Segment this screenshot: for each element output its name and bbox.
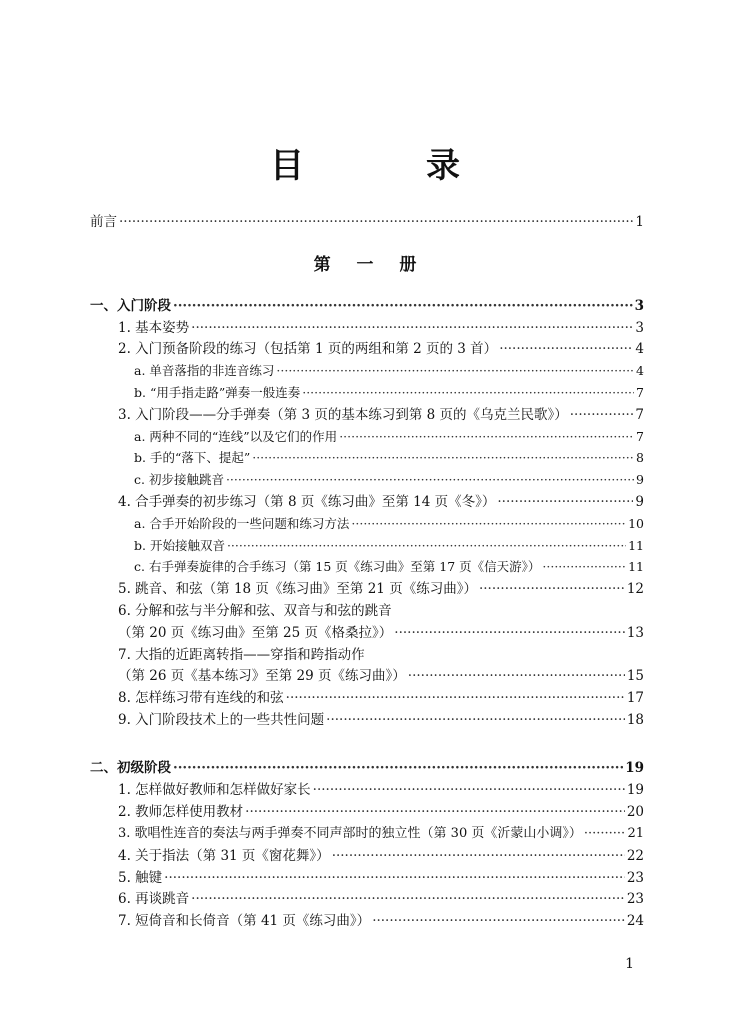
toc-entry-page: 4 <box>636 363 644 378</box>
toc-entry-page: 8 <box>636 450 644 465</box>
toc-entry[interactable] <box>118 318 644 338</box>
toc-entry[interactable] <box>118 824 644 844</box>
toc-entry-text: 一、入门阶段 <box>90 298 171 314</box>
toc-entry-page: 1 <box>635 214 644 230</box>
toc-entry-page: 4 <box>635 341 644 357</box>
leader-dots <box>191 318 633 338</box>
toc-subentry[interactable] <box>134 557 644 577</box>
toc-entry[interactable] <box>118 601 644 621</box>
toc-entry-page: 19 <box>626 782 644 798</box>
toc-entry-text: 1. 怎样做好教师和怎样做好家长 <box>118 782 311 798</box>
toc-subentry[interactable] <box>134 514 644 534</box>
toc-entry-continuation[interactable] <box>118 623 644 643</box>
toc-entry-page: 9 <box>636 472 644 487</box>
toc-entry-text: 8. 怎样练习带有连线的和弦 <box>118 690 284 706</box>
toc-entry-text: b. 开始接触双音 <box>134 538 225 553</box>
toc-entry[interactable] <box>118 579 644 599</box>
toc-entry[interactable] <box>118 645 644 665</box>
page-number: 1 <box>625 956 634 972</box>
toc-entry-page: 20 <box>626 804 644 820</box>
toc-entry-page: 11 <box>628 559 644 574</box>
toc-subentry[interactable] <box>134 448 644 468</box>
toc-subentry[interactable] <box>134 383 644 403</box>
toc-entry-page: 21 <box>627 826 644 841</box>
toc-entry-text: 3. 歌唱性连音的奏法与两手弹奏不同声部时的独立性（第 30 页《沂蒙山小调》） <box>118 826 582 841</box>
toc-entry-text: 6. 分解和弦与半分解和弦、双音与和弦的跳音 <box>118 603 392 619</box>
leader-dots <box>326 710 625 730</box>
leader-dots <box>570 405 634 425</box>
leader-dots <box>339 427 634 447</box>
toc-entry-continuation[interactable] <box>118 666 644 686</box>
toc-entry[interactable] <box>118 492 644 512</box>
leader-dots <box>394 623 625 643</box>
toc-entry-page: 15 <box>626 668 644 684</box>
toc-entry-page: 3 <box>635 320 644 336</box>
toc-entry-text: c. 右手弹奏旋律的合手练习（第 15 页《练习曲》至第 17 页《信天游》） <box>134 559 541 574</box>
toc-entry-text: 2. 教师怎样使用教材 <box>118 804 244 820</box>
toc-entry[interactable] <box>118 911 644 931</box>
toc-section[interactable] <box>90 758 644 778</box>
toc-entry-page: 11 <box>628 538 644 553</box>
leader-dots <box>497 492 633 512</box>
toc-entry-text: （第 26 页《基本练习》至第 29 页《练习曲》） <box>118 668 406 684</box>
toc-entry[interactable] <box>118 688 644 708</box>
toc-entry-text: 7. 短倚音和长倚音（第 41 页《练习曲》） <box>118 913 371 929</box>
leader-dots <box>191 889 625 909</box>
leader-dots <box>479 579 625 599</box>
toc-entry-text: 3. 入门阶段——分手弹奏（第 3 页的基本练习到第 8 页的《乌克兰民歌》） <box>118 407 568 423</box>
toc-entry[interactable] <box>118 339 644 359</box>
leader-dots <box>276 361 634 381</box>
toc-entry-page: 23 <box>626 891 644 907</box>
toc-entry-page: 17 <box>626 690 644 706</box>
toc-entry[interactable] <box>118 710 644 730</box>
toc-entry-preface[interactable] <box>90 212 644 232</box>
leader-dots <box>408 666 625 686</box>
leader-dots <box>499 339 633 359</box>
toc-entry-text: a. 两种不同的“连线”以及它们的作用 <box>134 429 338 444</box>
page-title: 目 录 <box>270 146 504 186</box>
leader-dots <box>227 536 626 556</box>
toc-entry-text: a. 合手开始阶段的一些问题和练习方法 <box>134 516 350 531</box>
toc-entry-page: 23 <box>626 870 644 886</box>
toc-entry-text: 6. 再谈跳音 <box>118 891 190 907</box>
toc-entry[interactable] <box>118 780 644 800</box>
toc-entry-page: 7 <box>635 407 644 423</box>
leader-dots <box>542 557 626 577</box>
volume-heading: 第 一 册 <box>313 255 427 275</box>
leader-dots <box>173 758 623 778</box>
toc-entry-page: 13 <box>626 625 644 641</box>
toc-entry-text: 5. 触键 <box>118 870 163 886</box>
leader-dots <box>226 470 634 490</box>
toc-entry[interactable] <box>118 868 644 888</box>
toc-entry-text: 5. 跳音、和弦（第 18 页《练习曲》至第 21 页《练习曲》） <box>118 581 477 597</box>
leader-dots <box>351 514 626 534</box>
toc-entry-text: 4. 合手弹奏的初步练习（第 8 页《练习曲》至第 14 页《冬》） <box>118 494 496 510</box>
toc-entry-page: 7 <box>636 429 644 444</box>
toc-entry[interactable] <box>118 405 644 425</box>
leader-dots <box>173 296 633 316</box>
toc-entry-page: 12 <box>626 581 644 597</box>
toc-entry-text: b. “用手指走路”弹奏一般连奏 <box>134 385 301 400</box>
toc-entry-text: 前言 <box>90 214 117 230</box>
toc-entry-text: 4. 关于指法（第 31 页《窗花舞》） <box>118 848 330 864</box>
toc-entry-page: 3 <box>634 298 644 314</box>
toc-entry-page: 10 <box>628 516 644 531</box>
leader-dots <box>252 448 634 468</box>
toc-entry-text: c. 初步接触跳音 <box>134 472 224 487</box>
leader-dots <box>332 846 625 866</box>
toc-entry-page: 9 <box>635 494 644 510</box>
toc-entry[interactable] <box>118 889 644 909</box>
toc-entry-page: 19 <box>625 760 644 776</box>
toc-entry-text: 7. 大指的近距离转指——穿指和跨指动作 <box>118 647 365 663</box>
toc-subentry[interactable] <box>134 361 644 381</box>
toc-section[interactable] <box>90 296 644 316</box>
toc-entry-page: 7 <box>636 385 644 400</box>
leader-dots <box>245 802 625 822</box>
leader-dots <box>286 688 625 708</box>
toc-entry-page: 18 <box>626 712 644 728</box>
leader-dots <box>302 383 634 403</box>
toc-entry-page: 22 <box>626 848 644 864</box>
toc-entry-text: 二、初级阶段 <box>90 760 171 776</box>
toc-subentry[interactable] <box>134 536 644 556</box>
toc-entry[interactable] <box>118 802 644 822</box>
toc-entry[interactable] <box>118 846 644 866</box>
leader-dots <box>584 824 626 844</box>
leader-dots <box>164 868 625 888</box>
toc-entry-text: a. 单音落指的非连音练习 <box>134 363 275 378</box>
toc-entry-page: 24 <box>626 913 644 929</box>
toc-subentry[interactable] <box>134 427 644 447</box>
leader-dots <box>119 212 633 232</box>
toc-entry-text: 1. 基本姿势 <box>118 320 190 336</box>
leader-dots <box>313 780 625 800</box>
leader-dots <box>372 911 625 931</box>
toc-subentry[interactable] <box>134 470 644 490</box>
toc-entry-text: （第 20 页《练习曲》至第 25 页《格桑拉》） <box>118 625 393 641</box>
toc-entry-text: 2. 入门预备阶段的练习（包括第 1 页的两组和第 2 页的 3 首） <box>118 341 498 357</box>
toc-entry-text: 9. 入门阶段技术上的一些共性问题 <box>118 712 325 728</box>
toc-entry-text: b. 手的“落下、提起” <box>134 450 251 465</box>
